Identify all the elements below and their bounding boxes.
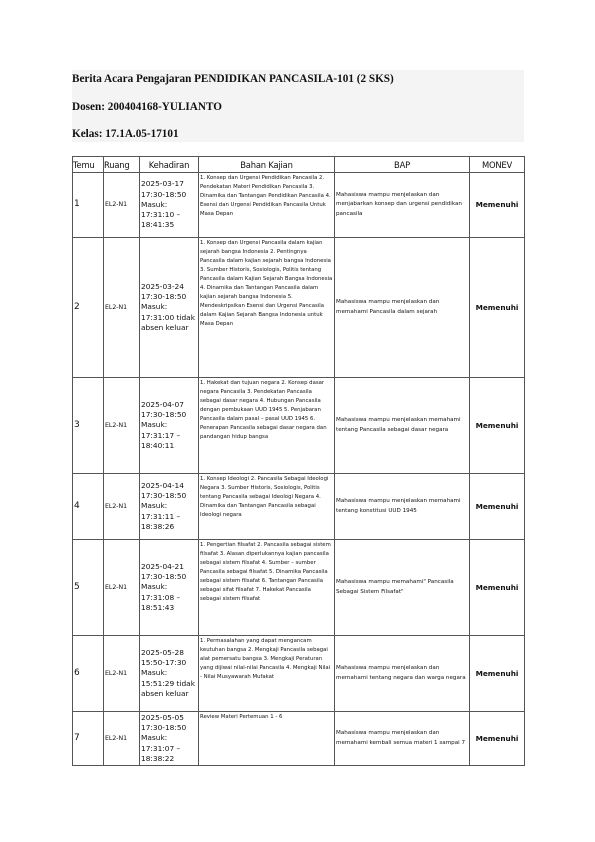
cell-monev: Memenuhi: [470, 636, 525, 712]
cell-bahan-kajian: 1. Permasalahan yang dapat mengancam keutuhan bangsa 2. Mengkaji Pancasila sebagai alat pemersatu bangsa 3. Mengkaji Peraturan yang dijiwai nilai-nilai Pancasila 4. Mengkaji Nilai - Nilai Musyawarah Mufakat: [199, 636, 335, 712]
document-title: Berita Acara Pengajaran PENDIDIKAN PANCASILA-101 (2 SKS): [72, 73, 394, 85]
cell-kehadiran: 2025-04-14 17:30-18:50 Masuk: 17:31:11 –18:38:26: [140, 474, 199, 540]
table-row: [73, 636, 525, 712]
cell-temu: 3: [73, 378, 104, 474]
cell-monev: Memenuhi: [470, 712, 525, 766]
table-row: [73, 712, 525, 766]
cell-monev: Memenuhi: [470, 474, 525, 540]
cell-monev: Memenuhi: [470, 238, 525, 378]
cell-bahan-kajian: 1. Pengertian filsafat 2. Pancasila sebagai sistem filsafat 3. Alasan diperlukannya kajian pancasila sebagai sistem filsafat 4. Sumber – sumber Pancasila sebagai filsafat 5. Dinamika Pancasila sebagai sistem filsafat 6. Tantangan Pancasila sebagai sifat filsafat 7. Hakekat Pancasila sebagai sistem filsafat: [199, 540, 335, 636]
cell-monev: Memenuhi: [470, 378, 525, 474]
cell-ruang: EL2-N1: [104, 540, 140, 636]
cell-temu: 2: [73, 238, 104, 378]
cell-kehadiran: 2025-05-05 17:30-18:50 Masuk: 17:31:07 –18:38:22: [140, 712, 199, 766]
cell-temu: 6: [73, 636, 104, 712]
column-header-bahan-kajian: Bahan Kajian: [199, 157, 335, 173]
cell-bap: Mahasiswa mampu menjelaskan memahami tentang konstitusi UUD 1945: [335, 474, 470, 540]
cell-bap: Mahasiswa mampu menjelaskan dan memahami Pancasila dalam sejarah: [335, 238, 470, 378]
table-row: [73, 540, 525, 636]
column-header-monev: MONEV: [470, 157, 525, 173]
cell-temu: 5: [73, 540, 104, 636]
cell-ruang: EL2-N1: [104, 712, 140, 766]
table-row: [73, 378, 525, 474]
cell-temu: 7: [73, 712, 104, 766]
cell-bahan-kajian: Review Materi Pertemuan 1 - 6: [199, 712, 335, 766]
table-row: [73, 474, 525, 540]
cell-bap: Mahasiswa mampu menjelaskan dan memahami tentang negara dan warga negara: [335, 636, 470, 712]
column-header-bap: BAP: [335, 157, 470, 173]
cell-bahan-kajian: 1. Konsep dan Urgensi Pendidikan Pancasila 2. Pendekatan Materi Pendidikan Pancasila 3. Dinamika dan Tantangan Pendidikan Pancasila 4. Esensi dan Urgensi Pendidikan Pancasila Untuk Masa Depan: [199, 173, 335, 238]
table-row: [73, 238, 525, 378]
cell-bahan-kajian: 1. Konsep Ideologi 2. Pancasila Sebagai Ideologi Negara 3. Sumber Historis, Sosiologis, Politis tentang Pancasila sebagai Ideologi Negara 4. Dinamika dan Tantangan Pancasila sebagai Ideologi negara: [199, 474, 335, 540]
lecturer-info: Dosen: 200404168-YULIANTO: [72, 101, 222, 113]
document-header: [72, 70, 524, 142]
column-header-ruang: Ruang: [104, 157, 140, 173]
cell-ruang: EL2-N1: [104, 636, 140, 712]
column-header-kehadiran: Kehadiran: [140, 157, 199, 173]
cell-kehadiran: 2025-04-07 17:30-18:50 Masuk: 17:31:17 –18:40:11: [140, 378, 199, 474]
cell-monev: Memenuhi: [470, 173, 525, 238]
cell-kehadiran: 2025-03-24 17:30-18:50 Masuk: 17:31:00 tidak absen keluar: [140, 238, 199, 378]
cell-monev: Memenuhi: [470, 540, 525, 636]
cell-bap: Mahasiswa mampu menjelaskan dan memahami kembali semua materi 1 sampai 7: [335, 712, 470, 766]
cell-bahan-kajian: 1. Konsep dan Urgensi Pancasila dalam kajian sejarah bangsa Indonesia 2. Pentingnya Pancasila dalam kajian sejarah bangsa Indonesia 3. Sumber Historis, Sosiologis, Politis tentang Pancasila dalam Kajian Sejarah Bangsa Indonesia 4. Dinamika dan Tantangan Pancasila dalam kajian sejarah bangsa Indonesia 5. Mendeskripsikan Esensi dan Urgensi Pancasila dalam Kajian Sejarah Bangsa Indonesia untuk Masa Depan: [199, 238, 335, 378]
cell-temu: 1: [73, 173, 104, 238]
column-header-temu: Temu: [73, 157, 104, 173]
cell-ruang: EL2-N1: [104, 378, 140, 474]
cell-temu: 4: [73, 474, 104, 540]
table-header-row: [73, 157, 525, 173]
cell-bahan-kajian: 1. Hakekat dan tujuan negara 2. Konsep dasar negara Pancasila 3. Pendekatan Pancasila sebagai dasar negara 4. Hubungan Pancasila dengan pembukaan UUD 1945 5. Penjabaran Pancasila dalam pasal – pasal UUD 1945 6. Penerapan Pancasila sebagai dasar negara dan pandangan hidup bangsa: [199, 378, 335, 474]
cell-kehadiran: 2025-03-17 17:30-18:50 Masuk: 17:31:10 –18:41:35: [140, 173, 199, 238]
class-info: Kelas: 17.1A.05-17101: [72, 128, 179, 140]
cell-kehadiran: 2025-04-21 17:30-18:50 Masuk: 17:31:08 –18:51:43: [140, 540, 199, 636]
table-row: [73, 173, 525, 238]
teaching-record-table: [72, 156, 525, 766]
cell-kehadiran: 2025-05-28 15:50-17:30 Masuk: 15:51:29 tidak absen keluar: [140, 636, 199, 712]
cell-ruang: EL2-N1: [104, 474, 140, 540]
cell-bap: Mahasiswa mampu menjelaskan dan menjabarkan konsep dan urgensi pendidikan pancasila: [335, 173, 470, 238]
cell-ruang: EL2-N1: [104, 238, 140, 378]
cell-bap: Mahasiswa mampu menjelaskan memahami tentang Pancasila sebagai dasar negara: [335, 378, 470, 474]
cell-ruang: EL2-N1: [104, 173, 140, 238]
cell-bap: Mahasiswa mampu memahami" Pancasila Sebagai Sistem Filsafat": [335, 540, 470, 636]
